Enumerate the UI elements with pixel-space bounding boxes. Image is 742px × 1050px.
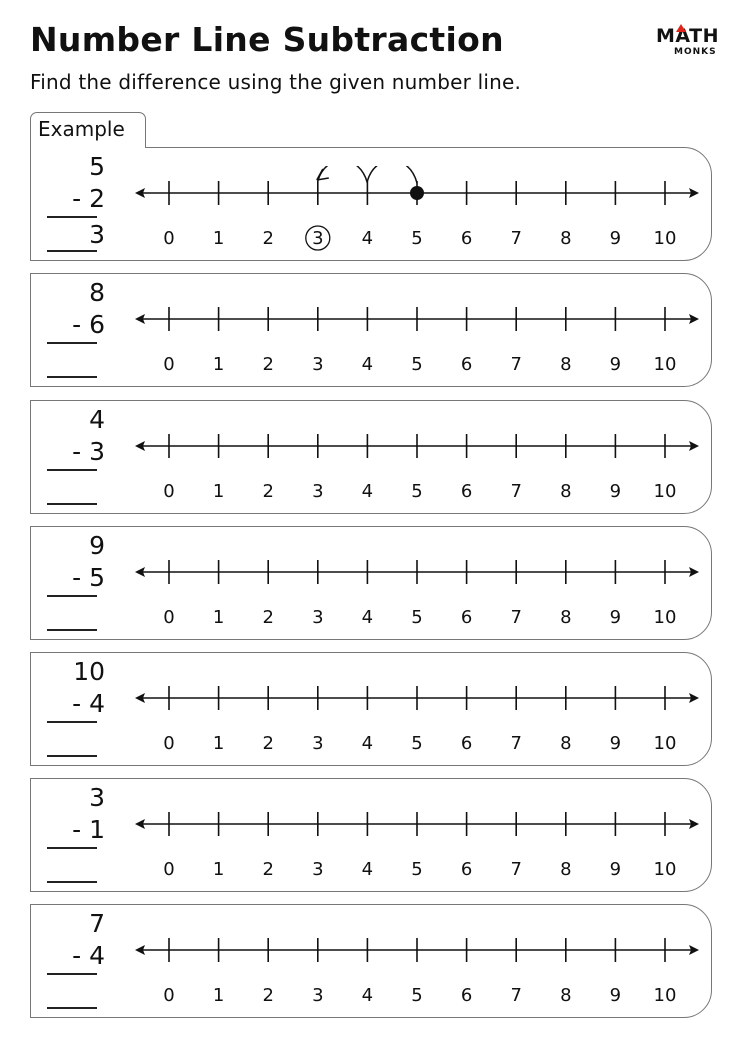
problem-4: [30, 652, 712, 766]
line-tick-label: 3: [312, 607, 324, 628]
example-tick-label: 10: [653, 228, 677, 249]
subtrahend: - 4: [72, 941, 105, 970]
example-tick-label: 2: [262, 228, 274, 249]
subtrahend: - 4: [72, 689, 105, 718]
line-tick-label: 1: [212, 985, 225, 1006]
line-tick-label: 5: [411, 733, 423, 754]
math-monks-logo: [654, 26, 720, 62]
line-tick-label: 6: [460, 481, 473, 502]
line-tick-label: 7: [510, 354, 522, 375]
line-tick-label: 4: [361, 985, 374, 1006]
example-answer-rule: [47, 250, 97, 252]
sum-rule: [47, 469, 97, 471]
line-tick-label: 2: [262, 985, 274, 1006]
number-line: [133, 671, 703, 771]
line-tick-label: 8: [560, 985, 572, 1006]
minuend: 8: [89, 278, 105, 307]
line-tick-label: 9: [609, 354, 622, 375]
number-line: [133, 419, 703, 519]
minuend: 10: [73, 657, 105, 686]
subtrahend: - 3: [72, 437, 105, 466]
line-tick-label: 3: [312, 354, 324, 375]
line-tick-label: 1: [212, 354, 225, 375]
line-tick-label: 0: [163, 354, 175, 375]
line-tick-label: 3: [312, 733, 324, 754]
subtrahend: - 1: [72, 815, 105, 844]
problem-3: [30, 526, 712, 640]
sum-rule: [47, 973, 97, 975]
line-tick-label: 6: [460, 859, 473, 880]
line-tick-label: 9: [609, 607, 622, 628]
subtrahend: - 5: [72, 563, 105, 592]
minuend: 3: [89, 783, 105, 812]
example-minuend: 5: [89, 152, 105, 181]
instructions: Find the difference using the given number line.: [30, 70, 522, 94]
line-tick-label: 4: [361, 481, 374, 502]
line-tick-label: 9: [609, 859, 622, 880]
line-tick-label: 5: [411, 354, 423, 375]
sum-rule: [47, 595, 97, 597]
minuend: 4: [89, 405, 105, 434]
sum-rule: [47, 721, 97, 723]
minuend: 9: [89, 531, 105, 560]
line-tick-label: 0: [163, 733, 175, 754]
line-tick-label: 8: [560, 481, 572, 502]
line-tick-label: 1: [212, 733, 225, 754]
number-line: [133, 797, 703, 897]
line-tick-label: 10: [653, 354, 677, 375]
line-tick-label: 8: [560, 607, 572, 628]
line-tick-label: 1: [212, 859, 225, 880]
line-tick-label: 8: [560, 859, 572, 880]
line-tick-label: 5: [411, 859, 423, 880]
example-subtrahend: - 2: [72, 184, 105, 213]
example-tab: Example: [30, 112, 146, 148]
line-tick-label: 0: [163, 481, 175, 502]
sum-rule: [47, 342, 97, 344]
line-tick-label: 6: [460, 733, 473, 754]
line-tick-label: 7: [510, 985, 522, 1006]
answer-blank[interactable]: [47, 503, 97, 505]
line-tick-label: 4: [361, 607, 374, 628]
subtrahend: - 6: [72, 310, 105, 339]
example-tick-label: 5: [411, 228, 423, 249]
line-tick-label: 7: [510, 481, 522, 502]
example-problem: [30, 147, 712, 261]
line-tick-label: 6: [460, 985, 473, 1006]
line-tick-label: 1: [212, 607, 225, 628]
answer-blank[interactable]: [47, 755, 97, 757]
example-tick-label: 6: [460, 228, 473, 249]
logo-main-text: MATH: [656, 25, 719, 47]
jump-arc: [367, 166, 417, 183]
example-number-line: [133, 166, 703, 266]
line-tick-label: 2: [262, 481, 274, 502]
example-sum-rule: [47, 216, 97, 218]
line-tick-label: 9: [609, 985, 622, 1006]
line-tick-label: 7: [510, 859, 522, 880]
line-tick-label: 5: [411, 985, 423, 1006]
line-tick-label: 10: [653, 733, 677, 754]
line-tick-label: 7: [510, 607, 522, 628]
example-tick-label: 4: [361, 228, 374, 249]
problem-5: [30, 778, 712, 892]
line-tick-label: 7: [510, 733, 522, 754]
jump-arc: [318, 166, 368, 183]
line-tick-label: 2: [262, 607, 274, 628]
example-answer: 3: [89, 220, 105, 249]
example-tick-label: 0: [163, 228, 175, 249]
line-tick-label: 5: [411, 481, 423, 502]
line-tick-label: 10: [653, 985, 677, 1006]
line-tick-label: 2: [262, 354, 274, 375]
line-tick-label: 10: [653, 481, 677, 502]
number-line: [133, 923, 703, 1023]
line-tick-label: 8: [560, 354, 572, 375]
sum-rule: [47, 847, 97, 849]
start-point: [410, 186, 424, 200]
line-tick-label: 4: [361, 733, 374, 754]
line-tick-label: 0: [163, 859, 175, 880]
line-tick-label: 0: [163, 985, 175, 1006]
line-tick-label: 1: [212, 481, 225, 502]
line-tick-label: 3: [312, 859, 324, 880]
number-line: [133, 292, 703, 392]
example-tick-label: 7: [510, 228, 522, 249]
example-tick-label: 8: [560, 228, 572, 249]
problem-2: [30, 400, 712, 514]
answer-blank[interactable]: [47, 629, 97, 631]
minuend: 7: [89, 909, 105, 938]
problem-1: [30, 273, 712, 387]
line-tick-label: 9: [609, 733, 622, 754]
example-tick-label: 3: [312, 228, 324, 249]
line-tick-label: 6: [460, 354, 473, 375]
line-tick-label: 3: [312, 481, 324, 502]
line-tick-label: 9: [609, 481, 622, 502]
line-tick-label: 10: [653, 859, 677, 880]
logo-triangle-icon: [676, 24, 686, 32]
line-tick-label: 3: [312, 985, 324, 1006]
page-title: Number Line Subtraction: [30, 20, 504, 59]
line-tick-label: 10: [653, 607, 677, 628]
line-tick-label: 6: [460, 607, 473, 628]
line-tick-label: 2: [262, 859, 274, 880]
number-line: [133, 545, 703, 645]
line-tick-label: 4: [361, 859, 374, 880]
logo-sub-text: MONKS: [674, 47, 717, 57]
answer-blank[interactable]: [47, 881, 97, 883]
example-tick-label: 1: [212, 228, 225, 249]
line-tick-label: 5: [411, 607, 423, 628]
line-tick-label: 4: [361, 354, 374, 375]
problem-6: [30, 904, 712, 1018]
answer-blank[interactable]: [47, 376, 97, 378]
answer-blank[interactable]: [47, 1007, 97, 1009]
line-tick-label: 2: [262, 733, 274, 754]
example-tick-label: 9: [609, 228, 622, 249]
line-tick-label: 0: [163, 607, 175, 628]
line-tick-label: 8: [560, 733, 572, 754]
